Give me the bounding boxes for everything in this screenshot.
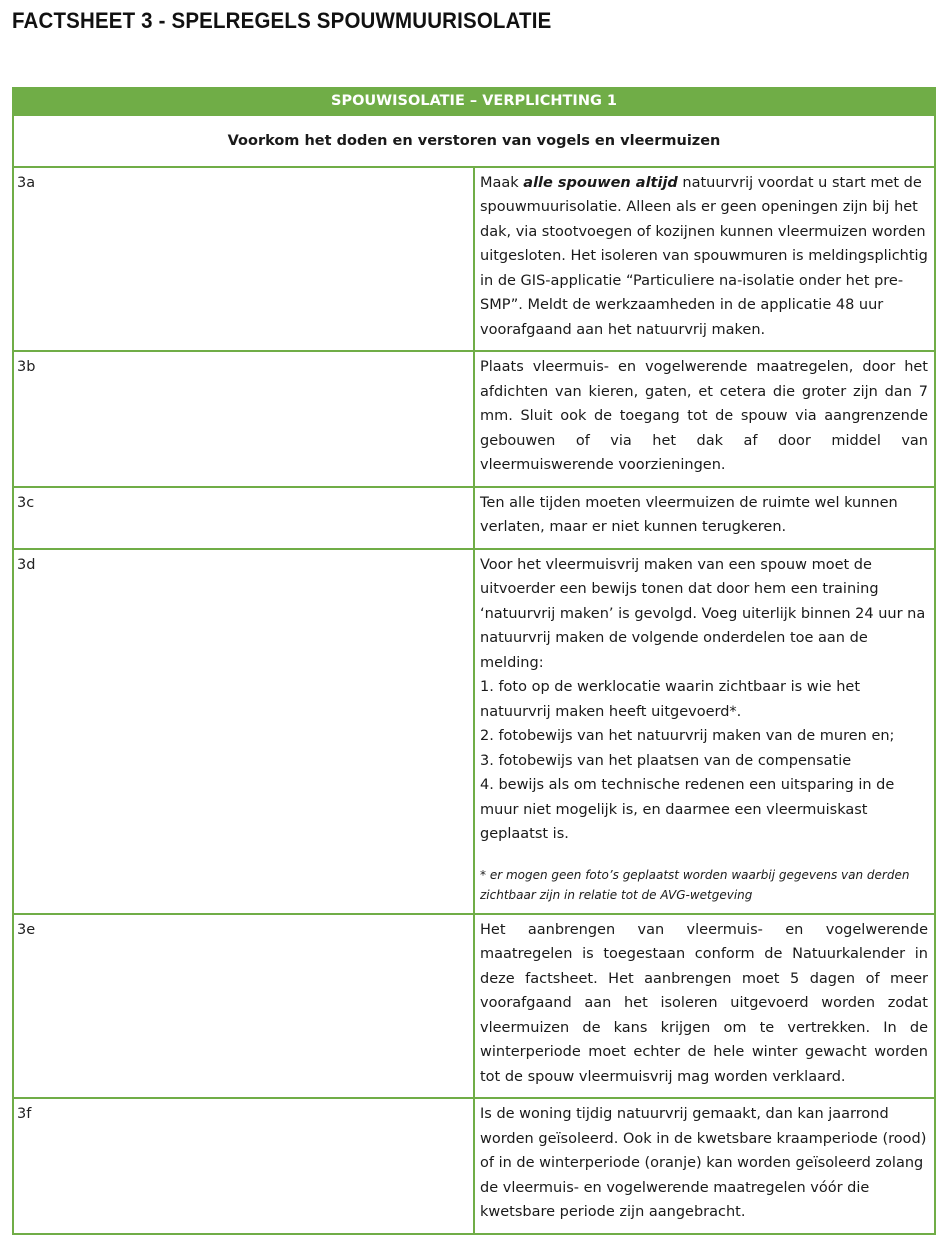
rule-text: Plaats vleermuis- en vogelwerende maatregelen, door het afdichten van kieren, gaten, et cetera die groter zijn dan 7 mm. Sluit ook de toegang tot de spouw via aangrenzende gebouwen of via het dak af door middel van vleermuiswerende voorzieningen. [474,351,935,487]
list-item: 3. fotobewijs van het plaatsen van de compensatie [480,752,852,769]
rule-code: 3c [13,487,474,549]
table-row [13,549,935,914]
table-header-row [13,88,935,115]
footnote [480,865,928,905]
rule-code: 3d [13,549,474,914]
rule-text-after: natuurvrij voordat u start met de spouwmuurisolatie. Alleen als er geen openingen zijn bij het dak, via stootvoegen of kozijnen kunnen vleermuizen worden uitgesloten. Het isoleren van spouwmuren is meldingsplichtig in de GIS-applicatie “Particuliere na-isolatie onder het pre-SMP”. Meldt de werkzaamheden in de applicatie 48 uur voorafgaand aan het natuurvrij maken. [480,174,928,338]
rule-code: 3f [13,1098,474,1234]
rule-code: 3a [13,167,474,352]
footnote-text: er mogen geen foto’s geplaatst worden waarbij gegevens van derden zichtbaar zijn in relatie tot de AVG-wetgeving [480,867,910,902]
table-subheader-row [13,115,935,167]
table-header: SPOUWISOLATIE – VERPLICHTING 1 [13,88,935,115]
rule-text-before: Maak [480,174,524,191]
list-item: 2. fotobewijs van het natuurvrij maken van de muren en; [480,728,895,744]
rule-text-emphasis: alle spouwen altijd [523,174,678,191]
table-row [13,351,935,487]
rule-text: Het aanbrengen van vleermuis- en vogelwerende maatregelen is toegestaan conform de Natuurkalender in deze factsheet. Het aanbrengen moet 5 dagen of meer voorafgaand aan het isoleren uitgevoerd worden zodat vleermuizen de kans krijgen om te vertrekken. In de winterperiode moet echter de hele winter gewacht worden tot de spouw vleermuisvrij mag worden verklaard. [474,914,935,1099]
rules-table [12,87,936,1235]
rule-code: 3e [13,914,474,1099]
table-subheader: Voorkom het doden en verstoren van vogels en vleermuizen [13,115,935,167]
footnote-star: * [480,867,486,882]
table-row [13,914,935,1099]
rule-text: Ten alle tijden moeten vleermuizen de ruimte wel kunnen verlaten, maar er niet kunnen terugkeren. [474,487,935,549]
rule-intro: Voor het vleermuisvrij maken van een spouw moet de uitvoerder een bewijs tonen dat door hem een training ‘natuurvrij maken’ is gevolgd. Voeg uiterlijk binnen 24 uur na natuurvrij maken de volgende onderdelen toe aan de melding: [480,556,926,671]
rule-code: 3b [13,351,474,487]
table-row [13,1098,935,1234]
table-row [13,487,935,549]
rule-text [474,167,935,352]
page-title: FACTSHEET 3 - SPELREGELS SPOUWMUURISOLATIE [12,8,552,33]
list-item: 4. bewijs als om technische redenen een uitsparing in de muur niet mogelijk is, en daarmee een vleermuiskast geplaatst is. [480,777,895,842]
rule-text [474,549,935,914]
rule-text: Is de woning tijdig natuurvrij gemaakt, dan kan jaarrond worden geïsoleerd. Ook in de kwetsbare kraamperiode (rood) of in de winterperiode (oranje) kan worden geïsoleerd zolang de vleermuis- en vogelwerende maatregelen vóór die kwetsbare periode zijn aangebracht. [474,1098,935,1234]
table-row [13,167,935,352]
list-item: 1. foto op de werklocatie waarin zichtbaar is wie het natuurvrij maken heeft uitgevoerd*. [480,679,861,720]
